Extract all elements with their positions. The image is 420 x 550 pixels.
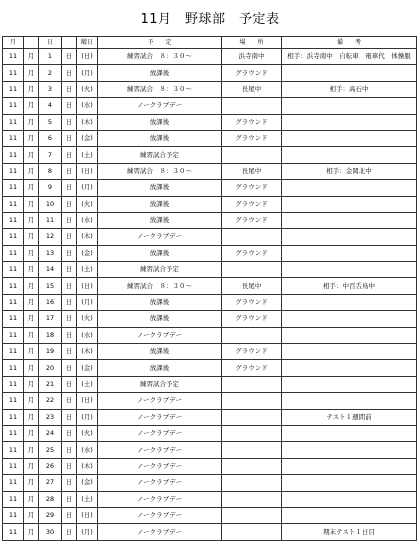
cell-plan: 練習試合 ８：３０～ bbox=[98, 81, 222, 97]
cell-plan: ノークラブデー bbox=[98, 524, 222, 540]
cell-day-unit: 日 bbox=[62, 130, 77, 146]
cell-day-unit: 日 bbox=[62, 147, 77, 163]
cell-plan: ノークラブデー bbox=[98, 229, 222, 245]
cell-day-unit: 日 bbox=[62, 458, 77, 474]
table-row bbox=[3, 344, 417, 360]
cell-weekday: (火) bbox=[77, 196, 98, 212]
cell-month-unit: 月 bbox=[24, 229, 39, 245]
cell-place bbox=[222, 376, 282, 392]
header-day: 日 bbox=[39, 37, 62, 49]
cell-day: 11 bbox=[39, 212, 62, 228]
cell-day-unit: 日 bbox=[62, 49, 77, 65]
cell-month: 11 bbox=[3, 524, 24, 540]
cell-month: 11 bbox=[3, 163, 24, 179]
cell-plan: ノークラブデー bbox=[98, 409, 222, 425]
cell-plan: 放課後 bbox=[98, 294, 222, 310]
cell-day-unit: 日 bbox=[62, 114, 77, 130]
cell-plan: 練習試合予定 bbox=[98, 262, 222, 278]
table-row bbox=[3, 147, 417, 163]
cell-day: 4 bbox=[39, 98, 62, 114]
cell-place bbox=[222, 262, 282, 278]
cell-plan: 放課後 bbox=[98, 180, 222, 196]
table-row bbox=[3, 524, 417, 540]
cell-month: 11 bbox=[3, 376, 24, 392]
cell-month: 11 bbox=[3, 180, 24, 196]
cell-weekday: (土) bbox=[77, 262, 98, 278]
cell-month: 11 bbox=[3, 278, 24, 294]
cell-place: グラウンド bbox=[222, 294, 282, 310]
cell-note bbox=[282, 229, 417, 245]
cell-plan: 放課後 bbox=[98, 114, 222, 130]
cell-note bbox=[282, 294, 417, 310]
cell-month-unit: 月 bbox=[24, 180, 39, 196]
cell-month-unit: 月 bbox=[24, 98, 39, 114]
cell-note bbox=[282, 344, 417, 360]
cell-day: 28 bbox=[39, 491, 62, 507]
cell-weekday: (土) bbox=[77, 147, 98, 163]
table-row bbox=[3, 130, 417, 146]
table-row bbox=[3, 65, 417, 81]
cell-place bbox=[222, 442, 282, 458]
cell-day-unit: 日 bbox=[62, 180, 77, 196]
header-month-spacer bbox=[24, 37, 39, 49]
cell-plan: 放課後 bbox=[98, 311, 222, 327]
schedule-table bbox=[2, 36, 417, 541]
cell-day-unit: 日 bbox=[62, 344, 77, 360]
cell-place bbox=[222, 327, 282, 343]
cell-plan: ノークラブデー bbox=[98, 425, 222, 441]
cell-day-unit: 日 bbox=[62, 327, 77, 343]
cell-day-unit: 日 bbox=[62, 409, 77, 425]
cell-note bbox=[282, 475, 417, 491]
cell-month: 11 bbox=[3, 507, 24, 523]
table-row bbox=[3, 245, 417, 261]
cell-place: グラウンド bbox=[222, 180, 282, 196]
cell-month: 11 bbox=[3, 344, 24, 360]
table-row bbox=[3, 114, 417, 130]
schedule-body bbox=[3, 49, 417, 541]
table-row bbox=[3, 442, 417, 458]
cell-day: 8 bbox=[39, 163, 62, 179]
cell-month-unit: 月 bbox=[24, 491, 39, 507]
cell-note bbox=[282, 376, 417, 392]
cell-weekday: (月) bbox=[77, 524, 98, 540]
cell-month: 11 bbox=[3, 49, 24, 65]
cell-day-unit: 日 bbox=[62, 442, 77, 458]
cell-note: テスト１週間前 bbox=[282, 409, 417, 425]
cell-month: 11 bbox=[3, 491, 24, 507]
cell-month: 11 bbox=[3, 130, 24, 146]
cell-place: グラウンド bbox=[222, 311, 282, 327]
cell-day: 13 bbox=[39, 245, 62, 261]
header-month: 月 bbox=[3, 37, 24, 49]
cell-place bbox=[222, 507, 282, 523]
cell-place bbox=[222, 425, 282, 441]
table-row bbox=[3, 360, 417, 376]
cell-plan: 放課後 bbox=[98, 360, 222, 376]
cell-plan: ノークラブデー bbox=[98, 491, 222, 507]
cell-month-unit: 月 bbox=[24, 262, 39, 278]
cell-note: 相手：浜寺南中 自転車 電車代 体操服 bbox=[282, 49, 417, 65]
cell-day: 5 bbox=[39, 114, 62, 130]
cell-place: グラウンド bbox=[222, 212, 282, 228]
cell-day-unit: 日 bbox=[62, 376, 77, 392]
cell-weekday: (木) bbox=[77, 344, 98, 360]
cell-month: 11 bbox=[3, 458, 24, 474]
cell-day-unit: 日 bbox=[62, 196, 77, 212]
table-row bbox=[3, 229, 417, 245]
cell-note bbox=[282, 196, 417, 212]
cell-month-unit: 月 bbox=[24, 507, 39, 523]
cell-day-unit: 日 bbox=[62, 294, 77, 310]
cell-note bbox=[282, 311, 417, 327]
table-row bbox=[3, 376, 417, 392]
cell-month: 11 bbox=[3, 245, 24, 261]
cell-day-unit: 日 bbox=[62, 491, 77, 507]
cell-plan: ノークラブデー bbox=[98, 327, 222, 343]
cell-weekday: (日) bbox=[77, 163, 98, 179]
cell-note bbox=[282, 130, 417, 146]
cell-plan: 練習試合予定 bbox=[98, 147, 222, 163]
cell-month-unit: 月 bbox=[24, 49, 39, 65]
cell-day: 25 bbox=[39, 442, 62, 458]
cell-note bbox=[282, 65, 417, 81]
cell-place: グラウンド bbox=[222, 245, 282, 261]
cell-weekday: (日) bbox=[77, 278, 98, 294]
cell-month: 11 bbox=[3, 442, 24, 458]
cell-plan: 練習試合 ８：３０～ bbox=[98, 49, 222, 65]
cell-note bbox=[282, 114, 417, 130]
cell-place bbox=[222, 524, 282, 540]
cell-day: 15 bbox=[39, 278, 62, 294]
cell-day-unit: 日 bbox=[62, 524, 77, 540]
cell-month-unit: 月 bbox=[24, 147, 39, 163]
cell-day: 2 bbox=[39, 65, 62, 81]
cell-day: 20 bbox=[39, 360, 62, 376]
cell-month-unit: 月 bbox=[24, 425, 39, 441]
cell-day-unit: 日 bbox=[62, 393, 77, 409]
cell-plan: ノークラブデー bbox=[98, 393, 222, 409]
cell-weekday: (金) bbox=[77, 245, 98, 261]
cell-month-unit: 月 bbox=[24, 65, 39, 81]
cell-note bbox=[282, 425, 417, 441]
cell-note bbox=[282, 327, 417, 343]
cell-weekday: (木) bbox=[77, 458, 98, 474]
header-place: 場 所 bbox=[222, 37, 282, 49]
cell-month-unit: 月 bbox=[24, 458, 39, 474]
header-weekday: 曜日 bbox=[77, 37, 98, 49]
cell-note: 相手：金岡北中 bbox=[282, 163, 417, 179]
cell-month: 11 bbox=[3, 98, 24, 114]
table-row bbox=[3, 262, 417, 278]
cell-note bbox=[282, 262, 417, 278]
cell-note bbox=[282, 245, 417, 261]
cell-weekday: (木) bbox=[77, 229, 98, 245]
cell-place bbox=[222, 98, 282, 114]
cell-note bbox=[282, 507, 417, 523]
cell-month-unit: 月 bbox=[24, 327, 39, 343]
cell-month: 11 bbox=[3, 262, 24, 278]
cell-day: 6 bbox=[39, 130, 62, 146]
cell-note: 相手：高石中 bbox=[282, 81, 417, 97]
cell-place: 浜寺南中 bbox=[222, 49, 282, 65]
cell-plan: 練習試合 ８：３０～ bbox=[98, 163, 222, 179]
cell-weekday: (水) bbox=[77, 327, 98, 343]
cell-place bbox=[222, 393, 282, 409]
cell-day: 18 bbox=[39, 327, 62, 343]
cell-month-unit: 月 bbox=[24, 163, 39, 179]
table-row bbox=[3, 425, 417, 441]
cell-month-unit: 月 bbox=[24, 294, 39, 310]
cell-day-unit: 日 bbox=[62, 360, 77, 376]
cell-day: 21 bbox=[39, 376, 62, 392]
cell-month-unit: 月 bbox=[24, 196, 39, 212]
cell-day-unit: 日 bbox=[62, 81, 77, 97]
cell-plan: 放課後 bbox=[98, 245, 222, 261]
table-row bbox=[3, 278, 417, 294]
cell-plan: ノークラブデー bbox=[98, 475, 222, 491]
cell-month: 11 bbox=[3, 294, 24, 310]
cell-month-unit: 月 bbox=[24, 311, 39, 327]
cell-place: グラウンド bbox=[222, 114, 282, 130]
cell-plan: 放課後 bbox=[98, 212, 222, 228]
cell-month-unit: 月 bbox=[24, 524, 39, 540]
cell-month: 11 bbox=[3, 114, 24, 130]
cell-day-unit: 日 bbox=[62, 278, 77, 294]
cell-day: 14 bbox=[39, 262, 62, 278]
cell-note: 期末テスト１日目 bbox=[282, 524, 417, 540]
cell-month-unit: 月 bbox=[24, 475, 39, 491]
cell-day-unit: 日 bbox=[62, 229, 77, 245]
cell-day-unit: 日 bbox=[62, 212, 77, 228]
cell-day: 19 bbox=[39, 344, 62, 360]
cell-weekday: (月) bbox=[77, 294, 98, 310]
cell-place: グラウンド bbox=[222, 196, 282, 212]
cell-day: 30 bbox=[39, 524, 62, 540]
cell-month: 11 bbox=[3, 229, 24, 245]
cell-month-unit: 月 bbox=[24, 245, 39, 261]
cell-day: 27 bbox=[39, 475, 62, 491]
cell-note bbox=[282, 98, 417, 114]
cell-weekday: (水) bbox=[77, 442, 98, 458]
cell-note bbox=[282, 491, 417, 507]
table-row bbox=[3, 98, 417, 114]
cell-month: 11 bbox=[3, 311, 24, 327]
cell-weekday: (金) bbox=[77, 360, 98, 376]
cell-month-unit: 月 bbox=[24, 393, 39, 409]
cell-day-unit: 日 bbox=[62, 311, 77, 327]
table-row bbox=[3, 393, 417, 409]
cell-plan: ノークラブデー bbox=[98, 442, 222, 458]
cell-month-unit: 月 bbox=[24, 130, 39, 146]
cell-month-unit: 月 bbox=[24, 376, 39, 392]
cell-day: 3 bbox=[39, 81, 62, 97]
cell-month: 11 bbox=[3, 196, 24, 212]
cell-day-unit: 日 bbox=[62, 163, 77, 179]
cell-weekday: (日) bbox=[77, 49, 98, 65]
cell-place: 長尾中 bbox=[222, 163, 282, 179]
cell-month-unit: 月 bbox=[24, 360, 39, 376]
cell-note bbox=[282, 180, 417, 196]
cell-plan: 練習試合 ８：３０～ bbox=[98, 278, 222, 294]
cell-day: 9 bbox=[39, 180, 62, 196]
cell-month: 11 bbox=[3, 147, 24, 163]
cell-plan: 放課後 bbox=[98, 65, 222, 81]
cell-month: 11 bbox=[3, 327, 24, 343]
cell-month-unit: 月 bbox=[24, 278, 39, 294]
cell-day: 23 bbox=[39, 409, 62, 425]
cell-day-unit: 日 bbox=[62, 262, 77, 278]
cell-month-unit: 月 bbox=[24, 114, 39, 130]
cell-weekday: (水) bbox=[77, 212, 98, 228]
cell-weekday: (土) bbox=[77, 376, 98, 392]
cell-note: 相手：中百舌鳥中 bbox=[282, 278, 417, 294]
table-row bbox=[3, 294, 417, 310]
cell-day: 22 bbox=[39, 393, 62, 409]
cell-month: 11 bbox=[3, 360, 24, 376]
cell-place: グラウンド bbox=[222, 130, 282, 146]
cell-day: 10 bbox=[39, 196, 62, 212]
cell-day: 12 bbox=[39, 229, 62, 245]
cell-note bbox=[282, 458, 417, 474]
cell-place: 長尾中 bbox=[222, 278, 282, 294]
cell-month-unit: 月 bbox=[24, 409, 39, 425]
cell-day: 1 bbox=[39, 49, 62, 65]
cell-weekday: (水) bbox=[77, 98, 98, 114]
cell-day: 29 bbox=[39, 507, 62, 523]
cell-month: 11 bbox=[3, 393, 24, 409]
cell-place bbox=[222, 147, 282, 163]
cell-weekday: (火) bbox=[77, 425, 98, 441]
cell-month: 11 bbox=[3, 475, 24, 491]
cell-place: 長尾中 bbox=[222, 81, 282, 97]
cell-day: 26 bbox=[39, 458, 62, 474]
cell-weekday: (火) bbox=[77, 81, 98, 97]
cell-day: 17 bbox=[39, 311, 62, 327]
cell-note bbox=[282, 360, 417, 376]
cell-place bbox=[222, 409, 282, 425]
cell-place: グラウンド bbox=[222, 65, 282, 81]
cell-place bbox=[222, 458, 282, 474]
cell-day: 24 bbox=[39, 425, 62, 441]
cell-note bbox=[282, 147, 417, 163]
table-row bbox=[3, 475, 417, 491]
cell-place: グラウンド bbox=[222, 360, 282, 376]
table-row bbox=[3, 49, 417, 65]
table-row bbox=[3, 212, 417, 228]
cell-place bbox=[222, 475, 282, 491]
cell-weekday: (金) bbox=[77, 475, 98, 491]
cell-day-unit: 日 bbox=[62, 475, 77, 491]
cell-month: 11 bbox=[3, 65, 24, 81]
header-plan: 予 定 bbox=[98, 37, 222, 49]
cell-plan: 練習試合予定 bbox=[98, 376, 222, 392]
table-row bbox=[3, 163, 417, 179]
cell-note bbox=[282, 442, 417, 458]
table-row bbox=[3, 491, 417, 507]
cell-month: 11 bbox=[3, 212, 24, 228]
cell-weekday: (火) bbox=[77, 311, 98, 327]
cell-day-unit: 日 bbox=[62, 98, 77, 114]
cell-day: 7 bbox=[39, 147, 62, 163]
cell-month-unit: 月 bbox=[24, 81, 39, 97]
cell-plan: ノークラブデー bbox=[98, 458, 222, 474]
cell-weekday: (土) bbox=[77, 491, 98, 507]
cell-month: 11 bbox=[3, 409, 24, 425]
cell-plan: ノークラブデー bbox=[98, 98, 222, 114]
table-row bbox=[3, 180, 417, 196]
cell-month-unit: 月 bbox=[24, 212, 39, 228]
cell-month-unit: 月 bbox=[24, 344, 39, 360]
cell-weekday: (月) bbox=[77, 65, 98, 81]
cell-month: 11 bbox=[3, 81, 24, 97]
cell-weekday: (月) bbox=[77, 409, 98, 425]
table-row bbox=[3, 507, 417, 523]
cell-month-unit: 月 bbox=[24, 442, 39, 458]
cell-plan: 放課後 bbox=[98, 130, 222, 146]
page-title: 11月 野球部 予定表 bbox=[140, 12, 280, 27]
cell-plan: 放課後 bbox=[98, 344, 222, 360]
cell-note bbox=[282, 393, 417, 409]
table-row bbox=[3, 81, 417, 97]
cell-place bbox=[222, 229, 282, 245]
cell-day-unit: 日 bbox=[62, 425, 77, 441]
cell-place bbox=[222, 491, 282, 507]
cell-weekday: (日) bbox=[77, 393, 98, 409]
table-row bbox=[3, 409, 417, 425]
cell-day-unit: 日 bbox=[62, 507, 77, 523]
cell-weekday: (日) bbox=[77, 507, 98, 523]
table-row bbox=[3, 196, 417, 212]
cell-place: グラウンド bbox=[222, 344, 282, 360]
cell-note bbox=[282, 212, 417, 228]
table-row bbox=[3, 458, 417, 474]
header-day-spacer bbox=[62, 37, 77, 49]
header-row bbox=[3, 37, 417, 49]
cell-weekday: (月) bbox=[77, 180, 98, 196]
cell-plan: ノークラブデー bbox=[98, 507, 222, 523]
cell-weekday: (木) bbox=[77, 114, 98, 130]
cell-weekday: (金) bbox=[77, 130, 98, 146]
header-notes: 備 考 bbox=[282, 37, 417, 49]
cell-day: 16 bbox=[39, 294, 62, 310]
cell-month: 11 bbox=[3, 425, 24, 441]
cell-day-unit: 日 bbox=[62, 245, 77, 261]
table-row bbox=[3, 311, 417, 327]
cell-plan: 放課後 bbox=[98, 196, 222, 212]
table-row bbox=[3, 327, 417, 343]
cell-day-unit: 日 bbox=[62, 65, 77, 81]
